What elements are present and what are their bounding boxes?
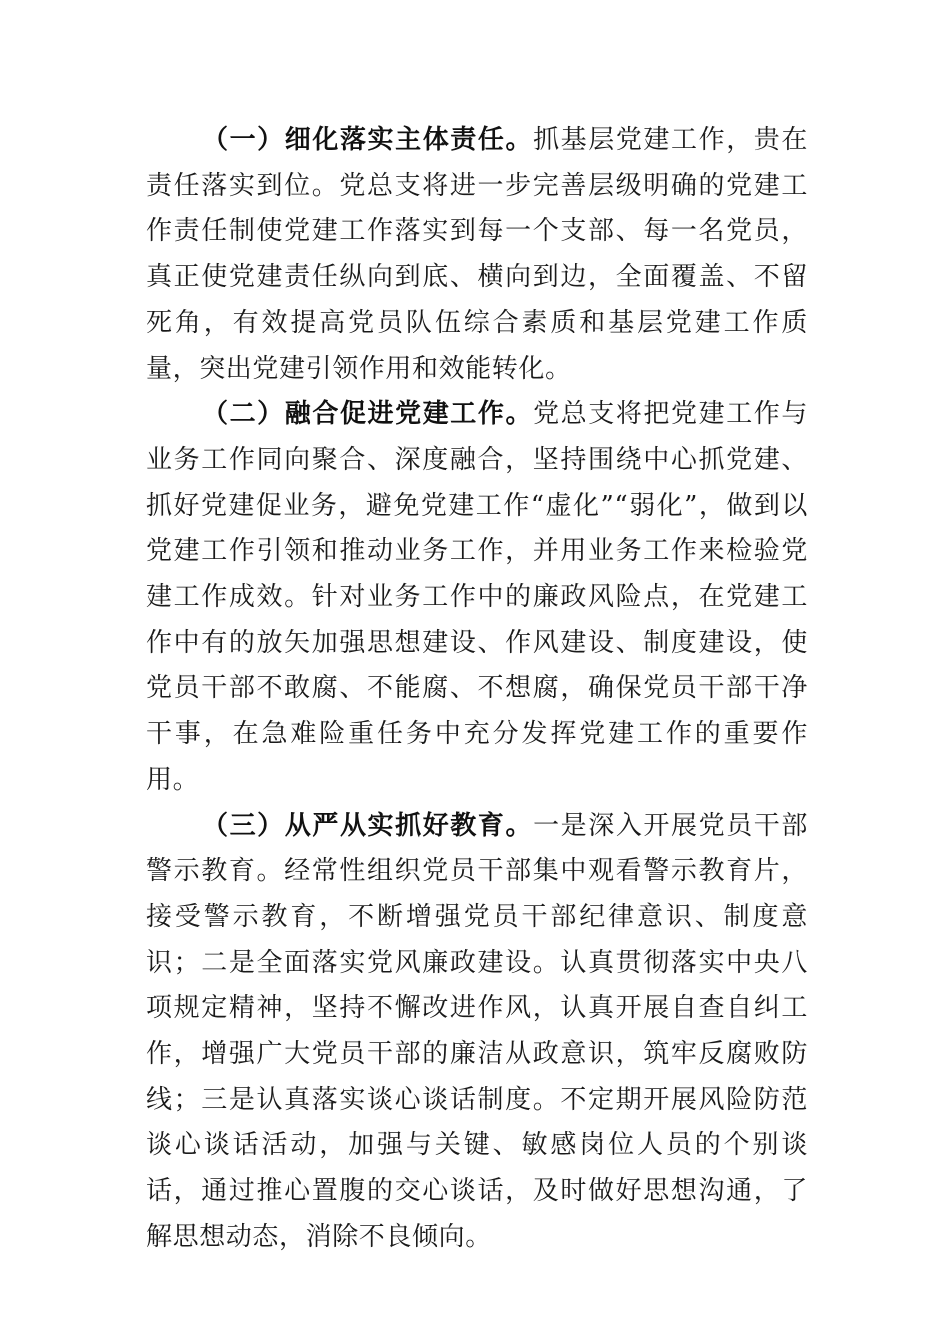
paragraph-2-text: 党总支将把党建工作与业务工作同向聚合、深度融合，坚持围绕中心抓党建、抓好党建促业务，避免党建工作“虚化”“弱化”，做到以党建工作引领和推动业务工作，并用业务工作来检验党建工作成效。针对业务工作中的廉政风险点，在党建工作中有的放矢加强思想建设、作风建设、制度建设，使党员干部不敢腐、不能腐、不想腐，确保党员干部干净干事，在急难险重任务中充分发挥党建工作的重要作用。 [146, 399, 808, 795]
paragraph-2 [146, 392, 808, 803]
paragraph-1-text: 抓基层党建工作，贵在责任落实到位。党总支将进一步完善层级明确的党建工作责任制使党建工作落实到每一个支部、每一名党员，真正使党建责任纵向到底、横向到边，全面覆盖、不留死角，有效提高党员队伍综合素质和基层党建工作质量，突出党建引领作用和效能转化。 [146, 125, 808, 384]
paragraph-3-text: 一是深入开展党员干部警示教育。经常性组织党员干部集中观看警示教育片，接受警示教育，不断增强党员干部纪律意识、制度意识；二是全面落实党风廉政建设。认真贯彻落实中央八项规定精神，坚持不懈改进作风，认真开展自查自纠工作，增强广大党员干部的廉洁从政意识，筑牢反腐败防线；三是认真落实谈心谈话制度。不定期开展风险防范谈心谈话活动，加强与关键、敏感岗位人员的个别谈话，通过推心置腹的交心谈话，及时做好思想沟通，了解思想动态，消除不良倾向。 [146, 810, 808, 1252]
paragraph-2-heading: （二）融合促进党建工作。 [202, 399, 534, 430]
paragraph-1-heading: （一）细化落实主体责任。 [202, 125, 534, 155]
paragraph-3-heading: （三）从严从实抓好教育。 [202, 810, 534, 841]
document-body [146, 118, 808, 1261]
paragraph-3 [146, 804, 808, 1261]
paragraph-1 [146, 118, 808, 392]
